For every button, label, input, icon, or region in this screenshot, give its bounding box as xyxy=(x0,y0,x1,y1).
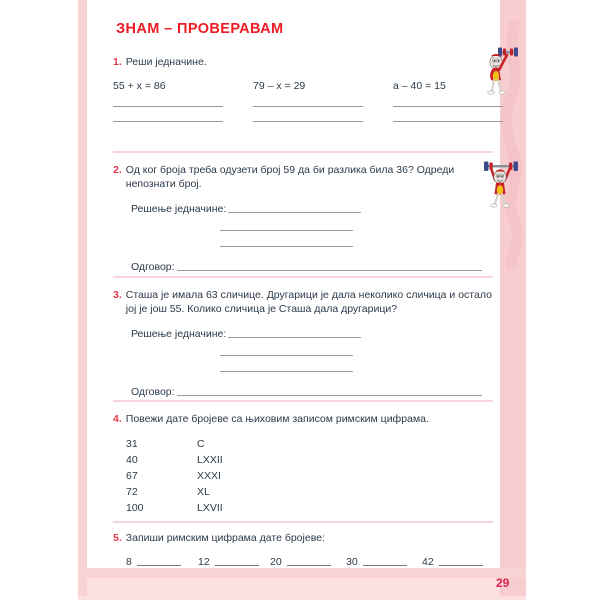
task-2-solution-area xyxy=(131,203,503,273)
solution-row xyxy=(131,328,503,340)
match-roman[interactable]: C xyxy=(197,438,205,450)
solution-line[interactable] xyxy=(228,337,361,338)
roman-blank-line[interactable] xyxy=(439,565,483,566)
task-3 xyxy=(113,288,503,398)
task-4-number: 4. xyxy=(113,413,122,425)
roman-blank-number: 42 xyxy=(422,556,434,568)
match-roman[interactable]: XXXI xyxy=(197,470,221,482)
page-frame-bottom-band xyxy=(78,568,526,578)
roman-blank-number: 8 xyxy=(126,556,132,568)
roman-blank-entry xyxy=(422,556,483,568)
task-2-number: 2. xyxy=(113,164,122,176)
match-roman[interactable]: LXVII xyxy=(197,502,223,514)
roman-blank-entry xyxy=(270,556,346,568)
task-2-header xyxy=(113,163,503,191)
match-number[interactable]: 100 xyxy=(126,502,144,514)
task-5-instruction: Запиши римским цифрама дате бројеве: xyxy=(125,532,325,544)
roman-blank-line[interactable] xyxy=(287,565,331,566)
weightlifter-barbell-mascot xyxy=(481,158,521,210)
answer-label: Одговор: xyxy=(131,386,175,398)
page-number: 29 xyxy=(496,576,510,590)
answer-line[interactable] xyxy=(113,106,223,107)
roman-blank-entry xyxy=(126,556,198,568)
task-separator-1 xyxy=(113,151,493,153)
answer-line[interactable] xyxy=(113,121,223,122)
match-number[interactable]: 40 xyxy=(126,454,138,466)
roman-blank-entry xyxy=(346,556,422,568)
task-3-instruction: Сташа је имала 63 сличице. Другарици је дала неколико сличица и остало јој је још 55. Колико сличица је Сташа дала другарици? xyxy=(125,289,492,315)
answer-line[interactable] xyxy=(177,270,482,271)
task-3-solution-area xyxy=(131,328,503,398)
roman-blank-number: 12 xyxy=(198,556,210,568)
roman-blank-line[interactable] xyxy=(363,565,407,566)
answer-line[interactable] xyxy=(393,106,503,107)
answer-row xyxy=(131,386,503,398)
roman-blank-line[interactable] xyxy=(137,565,181,566)
match-number[interactable]: 31 xyxy=(126,438,138,450)
match-numbers-column xyxy=(126,436,144,516)
task-2 xyxy=(113,163,503,273)
answer-line[interactable] xyxy=(177,395,482,396)
page-frame-left-band xyxy=(78,0,87,596)
task-3-number: 3. xyxy=(113,289,122,301)
page-title: ЗНАМ – ПРОВЕРАВАМ xyxy=(116,21,284,37)
match-number[interactable]: 72 xyxy=(126,486,138,498)
task-3-header xyxy=(113,288,503,316)
solution-line[interactable] xyxy=(220,355,353,356)
match-romans-column xyxy=(197,436,223,516)
task-4 xyxy=(113,412,503,522)
task-5 xyxy=(113,531,503,568)
match-number[interactable]: 67 xyxy=(126,470,138,482)
equation-column-2 xyxy=(253,80,393,122)
roman-blank-entry xyxy=(198,556,270,568)
equation-3: a – 40 = 15 xyxy=(393,80,446,92)
answer-line[interactable] xyxy=(253,106,363,107)
task-4-match-list xyxy=(113,436,503,522)
weightlifter-dumbbell-mascot xyxy=(482,46,522,98)
equation-column-1 xyxy=(113,80,253,122)
solution-row xyxy=(131,203,503,215)
task-4-instruction: Повежи дате бројеве са њиховим записом римским цифрама. xyxy=(125,413,429,425)
solution-label: Решење једначине: xyxy=(131,203,227,215)
answer-label: Одговор: xyxy=(131,261,175,273)
task-5-number: 5. xyxy=(113,532,122,544)
equation-1: 55 + x = 86 xyxy=(113,80,166,92)
roman-blank-line[interactable] xyxy=(215,565,259,566)
solution-line[interactable] xyxy=(220,246,353,247)
task-separator-4 xyxy=(113,521,493,523)
task-1-instruction: Реши једначине. xyxy=(125,56,207,68)
task-1-equations xyxy=(113,80,503,146)
task-5-header xyxy=(113,531,503,545)
solution-line[interactable] xyxy=(220,371,353,372)
task-1-number: 1. xyxy=(113,56,122,68)
task-separator-3 xyxy=(113,400,493,402)
solution-label: Решење једначине: xyxy=(131,328,227,340)
match-roman[interactable]: LXXII xyxy=(197,454,223,466)
solution-row xyxy=(131,355,503,356)
solution-row xyxy=(131,230,503,231)
solution-row xyxy=(131,246,503,247)
solution-line[interactable] xyxy=(228,212,361,213)
task-1-header xyxy=(113,55,503,69)
equation-2: 79 – x = 29 xyxy=(253,80,306,92)
task-4-header xyxy=(113,412,503,426)
task-1 xyxy=(113,55,503,146)
answer-line[interactable] xyxy=(253,121,363,122)
match-roman[interactable]: XL xyxy=(197,486,210,498)
task-separator-2 xyxy=(113,276,493,278)
task-2-instruction: Од ког броја треба одузети број 59 да би разлика била 36? Одреди непознати број. xyxy=(125,164,455,190)
solution-line[interactable] xyxy=(220,230,353,231)
roman-blank-number: 30 xyxy=(346,556,358,568)
answer-row xyxy=(131,261,503,273)
task-5-blanks xyxy=(126,556,503,568)
solution-row xyxy=(131,371,503,372)
answer-line[interactable] xyxy=(393,121,503,122)
roman-blank-number: 20 xyxy=(270,556,282,568)
